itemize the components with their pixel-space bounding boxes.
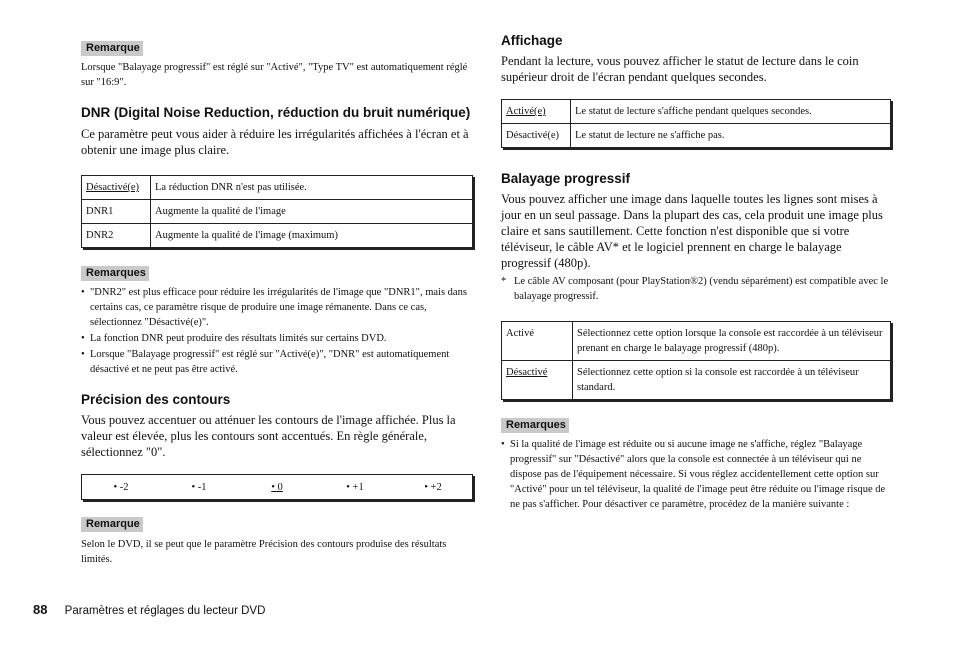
precision-scale bbox=[81, 474, 473, 500]
affichage-options-table bbox=[501, 99, 891, 148]
footnote bbox=[501, 274, 891, 304]
balayage-option-desc: Sélectionnez cette option si la console est raccordée à un téléviseur standard. bbox=[573, 361, 891, 400]
dnr-option-dnr2: DNR2 bbox=[82, 224, 151, 248]
remarques-list bbox=[81, 285, 473, 377]
affichage-option-on: Activé(e) bbox=[506, 106, 546, 117]
list-item: • Si la qualité de l'image est réduite ou si aucune image ne s'affiche, réglez "Balayage progressif" sur "Désactivé" alors que la console est connectée à un téléviseur qui ne dispose pas de l'équipement nécessaire. Si vous réglez accidentellement cette option sur "Activé" pour un tel téléviseur, la qualité de l'image peut être réduite ou l'image risque de ne pas s'afficher. Pour désactiver ce paramètre, procédez de la manière suivante : bbox=[501, 437, 891, 512]
scale-option: • +1 bbox=[346, 481, 364, 493]
footnote-text: Le câble AV composant (pour PlayStation®2) (vendu séparément) est compatible avec le balayage progressif. bbox=[514, 276, 889, 302]
dnr-option-off: Désactivé(e) bbox=[86, 182, 140, 193]
dnr-option-desc: Augmente la qualité de l'image bbox=[151, 200, 473, 224]
affichage-heading: Affichage bbox=[501, 33, 563, 48]
list-item: • Lorsque "Balayage progressif" est réglé sur "Activé(e)", "DNR" est automatiquement désactivé et ne peut pas être activé. bbox=[81, 347, 473, 377]
dnr-intro: Ce paramètre peut vous aider à réduire les irrégularités affichées à l'écran et à obtenir une image plus claire. bbox=[81, 127, 469, 157]
page-number: 88 bbox=[33, 602, 48, 617]
right-column bbox=[501, 32, 891, 513]
scale-option-default: • 0 bbox=[271, 481, 283, 493]
table-row bbox=[502, 361, 891, 400]
affichage-intro: Pendant la lecture, vous pouvez afficher le statut de lecture dans le coin supérieur droit de l'écran pendant quelques secondes. bbox=[501, 54, 859, 84]
dnr-option-desc: La réduction DNR n'est pas utilisée. bbox=[151, 176, 473, 200]
precision-heading: Précision des contours bbox=[81, 392, 231, 407]
balayage-intro: Vous pouvez afficher une image dans laquelle toutes les lignes sont mises à jour en un seul passage. Dans la plupart des cas, cela produit une image plus claire et sans sautillement. Cette fonction n'est disponible que si votre téléviseur, le câble AV* et le logiciel prennent en charge le balayage progressif (480p). bbox=[501, 192, 883, 270]
scale-option: • -1 bbox=[191, 481, 207, 493]
balayage-options-table bbox=[501, 321, 891, 400]
table-row bbox=[502, 322, 891, 361]
list-item: • "DNR2" est plus efficace pour réduire les irrégularités de l'image que "DNR1", mais dans certains cas, ce paramètre risque de produire une image rémanente. Dans ce cas, sélectionnez "Désactivé(e)". bbox=[81, 285, 473, 330]
section-title: Paramètres et réglages du lecteur DVD bbox=[64, 605, 266, 617]
scale-option: • -2 bbox=[113, 481, 129, 493]
dnr-option-dnr1: DNR1 bbox=[82, 200, 151, 224]
remarques-label: Remarques bbox=[81, 266, 149, 281]
table-row bbox=[502, 100, 891, 124]
balayage-option-desc: Sélectionnez cette option lorsque la console est raccordée à un téléviseur prenant en charge le balayage progressif (480p). bbox=[573, 322, 891, 361]
left-column bbox=[81, 38, 473, 567]
remarque-label: Remarque bbox=[81, 517, 143, 532]
remarque-text: Lorsque "Balayage progressif" est réglé sur "Activé", "Type TV" est automatiquement réglé sur "16:9". bbox=[81, 62, 468, 88]
remarques-label: Remarques bbox=[501, 418, 569, 433]
remarque-text: Selon le DVD, il se peut que le paramètre Précision des contours produise des résultats limités. bbox=[81, 539, 447, 565]
dnr-option-desc: Augmente la qualité de l'image (maximum) bbox=[151, 224, 473, 248]
affichage-option-desc: Le statut de lecture ne s'affiche pas. bbox=[571, 124, 891, 148]
scale-option: • +2 bbox=[424, 481, 442, 493]
table-row bbox=[82, 224, 473, 248]
list-item: • La fonction DNR peut produire des résultats limités sur certains DVD. bbox=[81, 331, 473, 346]
remarques-list bbox=[501, 437, 891, 512]
table-row bbox=[502, 124, 891, 148]
table-row bbox=[82, 200, 473, 224]
page-footer bbox=[33, 602, 265, 617]
remarque-label: Remarque bbox=[81, 41, 143, 56]
balayage-option-off: Désactivé bbox=[506, 367, 548, 378]
table-row bbox=[82, 176, 473, 200]
balayage-option-on: Activé bbox=[502, 322, 573, 361]
dnr-options-table bbox=[81, 175, 473, 248]
precision-intro: Vous pouvez accentuer ou atténuer les contours de l'image affichée. Plus la valeur est élevée, plus les contours sont accentués. En règle générale, sélectionnez "0". bbox=[81, 413, 456, 459]
affichage-option-desc: Le statut de lecture s'affiche pendant quelques secondes. bbox=[571, 100, 891, 124]
footnote-mark: * bbox=[501, 276, 507, 287]
affichage-option-off: Désactivé(e) bbox=[502, 124, 571, 148]
balayage-heading: Balayage progressif bbox=[501, 171, 631, 186]
dnr-heading: DNR (Digital Noise Reduction, réduction du bruit numérique) bbox=[81, 105, 471, 120]
